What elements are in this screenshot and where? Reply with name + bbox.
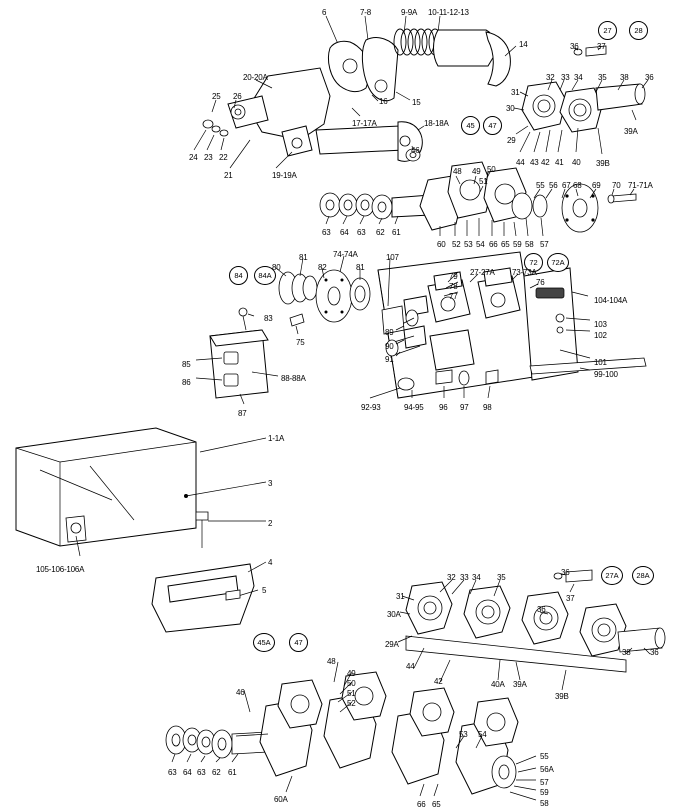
part-number-label: 39B <box>555 692 569 701</box>
part-number-label: 23 <box>204 153 213 162</box>
part-number-label: 81 <box>299 253 308 262</box>
part-number-label: 89 <box>385 328 394 337</box>
callout-84[interactable]: 84 <box>229 266 248 285</box>
part-number-label: 31 <box>396 592 405 601</box>
part-number-label: 49 <box>472 167 481 176</box>
part-number-label: 63 <box>322 228 331 237</box>
part-number-label: 46 <box>411 146 420 155</box>
part-number-label: 80 <box>272 263 281 272</box>
callout-72[interactable]: 72 <box>524 253 543 272</box>
part-number-label: 71-71A <box>628 181 653 190</box>
part-number-label: 29 <box>507 136 516 145</box>
part-number-label: 107 <box>386 253 399 262</box>
part-number-label: 10-11-12-13 <box>428 8 469 17</box>
callout-27a[interactable]: 27A <box>601 566 623 585</box>
part-number-label: 36 <box>645 73 654 82</box>
part-number-label: 91 <box>385 355 394 364</box>
part-number-label: 52 <box>347 699 356 708</box>
part-number-label: 98 <box>483 403 492 412</box>
part-number-label: 24 <box>189 153 198 162</box>
part-number-label: 57 <box>540 240 549 249</box>
part-number-label: 49 <box>347 669 356 678</box>
part-number-label: 63 <box>197 768 206 777</box>
part-number-label: 25 <box>212 92 221 101</box>
part-number-label: 17-17A <box>352 119 377 128</box>
part-number-label: 87 <box>238 409 247 418</box>
group-camshaft-lower <box>398 570 665 690</box>
part-number-label: 32 <box>546 73 555 82</box>
part-number-label: 70 <box>612 181 621 190</box>
part-number-label: 75 <box>296 338 305 347</box>
callout-45a[interactable]: 45A <box>253 633 275 652</box>
part-number-label: 63 <box>168 768 177 777</box>
group-camshaft-upper <box>514 46 648 154</box>
part-number-label: 44 <box>516 158 525 167</box>
part-number-label: 33 <box>460 573 469 582</box>
part-number-label: 76 <box>536 278 545 287</box>
part-number-label: 56A <box>540 765 554 774</box>
part-number-label: 43 <box>530 158 539 167</box>
group-cover-assembly <box>16 428 266 632</box>
part-number-label: 51 <box>479 177 488 186</box>
part-number-label: 37 <box>566 594 575 603</box>
callout-47-lower[interactable]: 47 <box>289 633 308 652</box>
part-number-label: 67 <box>562 181 571 190</box>
part-number-label: 81 <box>356 263 365 272</box>
part-number-label: 57 <box>540 778 549 787</box>
part-number-label: 53 <box>459 730 468 739</box>
part-number-label: 5 <box>262 586 267 595</box>
part-number-label: 30A <box>387 610 401 619</box>
part-number-label: 38 <box>622 648 631 657</box>
part-number-label: 78 <box>449 282 458 291</box>
part-number-label: 74-74A <box>333 250 358 259</box>
part-number-label: 42 <box>541 158 550 167</box>
part-number-label: 103 <box>594 320 607 329</box>
part-number-label: 86 <box>182 378 191 387</box>
part-number-label: 36 <box>537 605 546 614</box>
part-number-label: 30 <box>506 104 515 113</box>
part-number-label: 64 <box>340 228 349 237</box>
part-number-label: 7-8 <box>360 8 371 17</box>
part-number-label: 54 <box>476 240 485 249</box>
part-number-label: 102 <box>594 331 607 340</box>
part-number-label: 37 <box>597 42 606 51</box>
part-number-label: 20-20A <box>243 73 268 82</box>
part-number-label: 34 <box>574 73 583 82</box>
part-number-label: 42 <box>434 677 443 686</box>
part-number-label: 104-104A <box>594 296 628 305</box>
part-number-label: 85 <box>182 360 191 369</box>
part-number-label: 68 <box>573 181 582 190</box>
part-number-label: 26 <box>233 92 242 101</box>
part-number-label: 38 <box>620 73 629 82</box>
callout-72a[interactable]: 72A <box>547 253 569 272</box>
part-number-label: 14 <box>519 40 528 49</box>
callout-45[interactable]: 45 <box>461 116 480 135</box>
part-number-label: 61 <box>228 768 237 777</box>
callout-28a[interactable]: 28A <box>632 566 654 585</box>
part-number-label: 36 <box>561 568 570 577</box>
part-number-label: 92-93 <box>361 403 381 412</box>
part-number-label: 39A <box>624 127 638 136</box>
part-number-label: 60 <box>437 240 446 249</box>
part-number-label: 65 <box>501 240 510 249</box>
part-number-label: 19-19A <box>272 171 297 180</box>
part-number-label: 9-9A <box>401 8 418 17</box>
part-number-label: 52 <box>452 240 461 249</box>
part-number-label: 99-100 <box>594 370 618 379</box>
part-number-label: 44 <box>406 662 415 671</box>
part-number-label: 53 <box>464 240 473 249</box>
part-number-label: 18-18A <box>424 119 449 128</box>
part-number-label: 6 <box>322 8 327 17</box>
part-number-label: 50 <box>347 679 356 688</box>
part-number-label: 97 <box>460 403 469 412</box>
part-number-label: 58 <box>540 799 549 808</box>
part-number-label: 58 <box>525 240 534 249</box>
part-number-label: 40A <box>491 680 505 689</box>
part-number-label: 21 <box>224 171 233 180</box>
part-number-label: 61 <box>392 228 401 237</box>
part-number-label: 83 <box>264 314 273 323</box>
part-number-label: 82 <box>318 263 327 272</box>
group-rocker-assembly <box>316 16 516 161</box>
part-number-label: 60A <box>274 795 288 804</box>
part-number-label: 79 <box>449 272 458 281</box>
part-number-label: 66 <box>417 800 426 809</box>
callout-84a[interactable]: 84A <box>254 266 276 285</box>
part-number-label: 105-106-106A <box>36 565 85 574</box>
part-number-label: 35 <box>497 573 506 582</box>
part-number-label: 27-27A <box>470 268 495 277</box>
part-number-label: 1-1A <box>268 434 285 443</box>
part-number-label: 66 <box>489 240 498 249</box>
part-number-label: 32 <box>447 573 456 582</box>
part-number-label: 40 <box>572 158 581 167</box>
part-number-label: 29A <box>385 640 399 649</box>
part-number-label: 90 <box>385 342 394 351</box>
part-number-label: 62 <box>376 228 385 237</box>
part-number-label: 48 <box>453 167 462 176</box>
part-number-label: 54 <box>478 730 487 739</box>
part-number-label: 39A <box>513 680 527 689</box>
part-number-label: 59 <box>540 788 549 797</box>
callout-27[interactable]: 27 <box>598 21 617 40</box>
part-number-label: 55 <box>540 752 549 761</box>
part-number-label: 33 <box>561 73 570 82</box>
part-number-label: 63 <box>357 228 366 237</box>
part-number-label: 22 <box>219 153 228 162</box>
part-number-label: 56 <box>549 181 558 190</box>
part-number-label: 36 <box>570 42 579 51</box>
part-number-label: 77 <box>449 292 458 301</box>
part-number-label: 2 <box>268 519 273 528</box>
part-number-label: 4 <box>268 558 273 567</box>
part-number-label: 39B <box>596 159 610 168</box>
part-number-label: 65 <box>432 800 441 809</box>
part-number-label: 35 <box>598 73 607 82</box>
callout-28[interactable]: 28 <box>629 21 648 40</box>
part-number-label: 31 <box>511 88 520 97</box>
part-number-label: 34 <box>472 573 481 582</box>
part-number-label: 55 <box>536 181 545 190</box>
part-number-label: 59 <box>513 240 522 249</box>
part-number-label: 62 <box>212 768 221 777</box>
part-number-label: 51 <box>347 689 356 698</box>
part-number-label: 50 <box>487 165 496 174</box>
part-number-label: 96 <box>439 403 448 412</box>
part-number-label: 64 <box>183 768 192 777</box>
part-number-label: 94-95 <box>404 403 424 412</box>
part-number-label: 15 <box>412 98 421 107</box>
group-bracket-assembly <box>194 68 330 168</box>
part-number-label: 3 <box>268 479 273 488</box>
part-number-label: 88-88A <box>281 374 306 383</box>
part-number-label: 16 <box>379 97 388 106</box>
part-number-label: 101 <box>594 358 607 367</box>
part-number-label: 46 <box>236 688 245 697</box>
part-number-label: 48 <box>327 657 336 666</box>
callout-47[interactable]: 47 <box>483 116 502 135</box>
part-number-label: 69 <box>592 181 601 190</box>
part-number-label: 36 <box>650 648 659 657</box>
part-number-label: 41 <box>555 158 564 167</box>
part-number-label: 73-73A <box>512 268 537 277</box>
